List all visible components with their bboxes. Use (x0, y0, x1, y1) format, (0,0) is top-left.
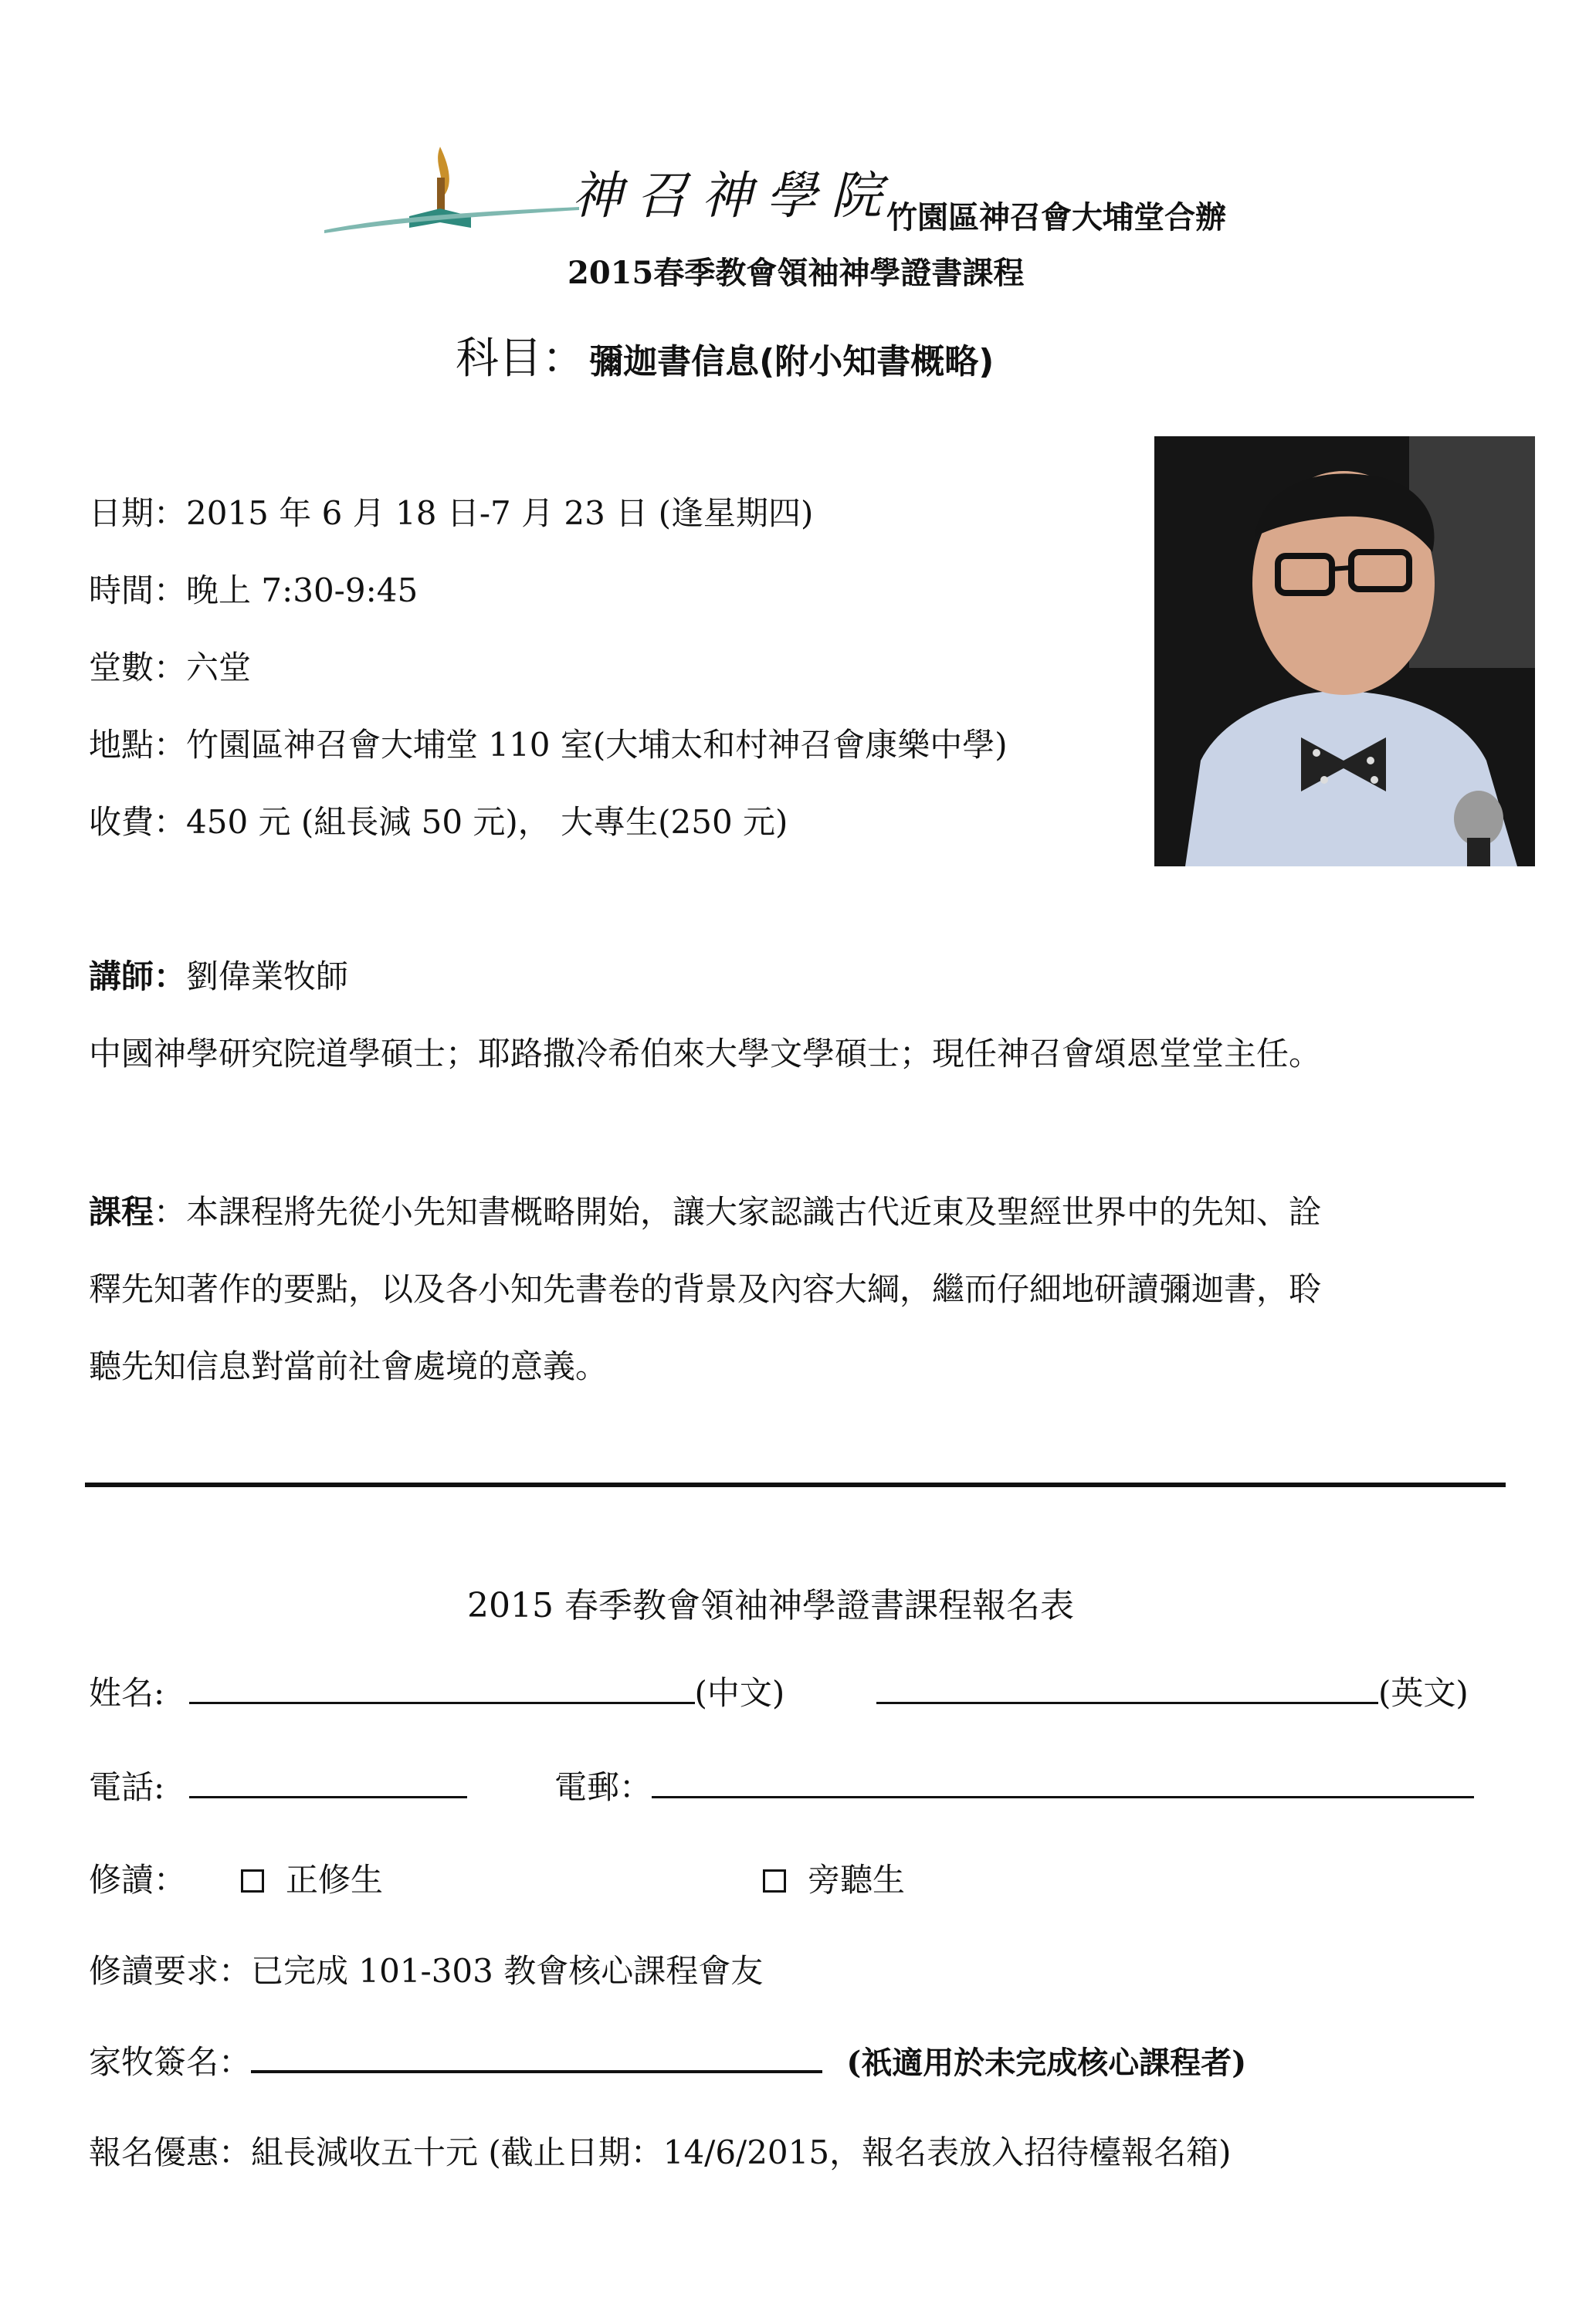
pastor-sign-field[interactable] (251, 2042, 822, 2073)
phone-field[interactable] (189, 1768, 467, 1798)
subject-heading (456, 324, 994, 386)
detail-fee: 收費：450 元 (組長減 50 元)， 大專生(250 元) (89, 803, 788, 841)
speaker-name: 劉偉業牧師 (186, 957, 349, 995)
phone-row (89, 1768, 467, 1807)
requirement: 修讀要求：已完成 101-303 教會核心課程會友 (89, 1952, 764, 1990)
logo (324, 124, 911, 239)
pastor-sign-note: (祇適用於未完成核心課程者) (846, 2045, 1247, 2081)
discount: 報名優惠：組長減收五十元 (截止日期：14/6/2015，報名表放入招待檯報名箱) (89, 2133, 1232, 2171)
logo-text: 神召神學院 (571, 166, 896, 225)
name-english-suffix: (英文) (1378, 1674, 1469, 1712)
name-row (89, 1674, 784, 1713)
pastor-sign-label: 家牧簽名： (89, 2043, 252, 2081)
name-label: 姓名: (89, 1674, 165, 1712)
email-field[interactable] (652, 1768, 1474, 1798)
speaker-bio: 中國神學研究院道學碩士；耶路撒冷希伯來大學文學碩士；現任神召會頌恩堂堂主任。 (89, 1035, 1322, 1073)
detail-date: 日期：2015 年 6 月 18 日-7 月 23 日 (逢星期四) (89, 494, 814, 532)
program-title: 2015春季教會領袖神學證書課程 (568, 255, 1025, 291)
speaker-photo (1154, 436, 1535, 866)
speaker-line (89, 957, 348, 996)
name-chinese-suffix: (中文) (694, 1674, 785, 1712)
name-chinese-field[interactable] (189, 1674, 695, 1704)
phone-label: 電話: (89, 1768, 165, 1806)
section-divider (85, 1483, 1506, 1487)
course-label: 課程 (89, 1193, 154, 1231)
subject-label: 科目： (456, 334, 585, 384)
course-line-2: 釋先知著作的要點，以及各小知先書卷的背景及內容大綱，繼而仔細地研讀彌迦書，聆 (89, 1270, 1322, 1308)
name-english-row (876, 1674, 1469, 1713)
course-line-3: 聽先知信息對當前社會處境的意義。 (89, 1347, 608, 1385)
flame-book-logo-icon (324, 131, 579, 247)
subject-title: 彌迦書信息(附小知書概略) (589, 342, 995, 381)
form-title: 2015 春季教會領袖神學證書課程報名表 (467, 1586, 1074, 1625)
email-row (554, 1768, 1474, 1807)
detail-time: 時間：晚上 7:30-9:45 (89, 571, 418, 609)
organizer: 竹園區神召會大埔堂合辦 (886, 200, 1226, 236)
auditor-checkbox[interactable] (763, 1869, 786, 1893)
email-label: 電郵： (554, 1768, 652, 1806)
name-english-field[interactable] (876, 1674, 1378, 1704)
option-audit[interactable] (763, 1861, 905, 1899)
study-row (89, 1861, 186, 1899)
detail-venue: 地點：竹園區神召會大埔堂 110 室(大埔太和村神召會康樂中學) (89, 726, 1008, 764)
regular-student-checkbox[interactable] (241, 1869, 264, 1893)
regular-student-label: 正修生 (286, 1861, 384, 1899)
option-regular[interactable] (241, 1861, 383, 1899)
study-label: 修讀： (89, 1861, 187, 1899)
portrait-icon (1154, 436, 1535, 866)
speaker-label: 講師： (89, 957, 187, 995)
auditor-label: 旁聽生 (808, 1861, 906, 1899)
detail-sessions: 堂數：六堂 (89, 649, 252, 686)
course-line-1: 課程：本課程將先從小先知書概略開始，讓大家認識古代近東及聖經世界中的先知、詮 (89, 1193, 1322, 1231)
pastor-sign-row (89, 2042, 1246, 2082)
